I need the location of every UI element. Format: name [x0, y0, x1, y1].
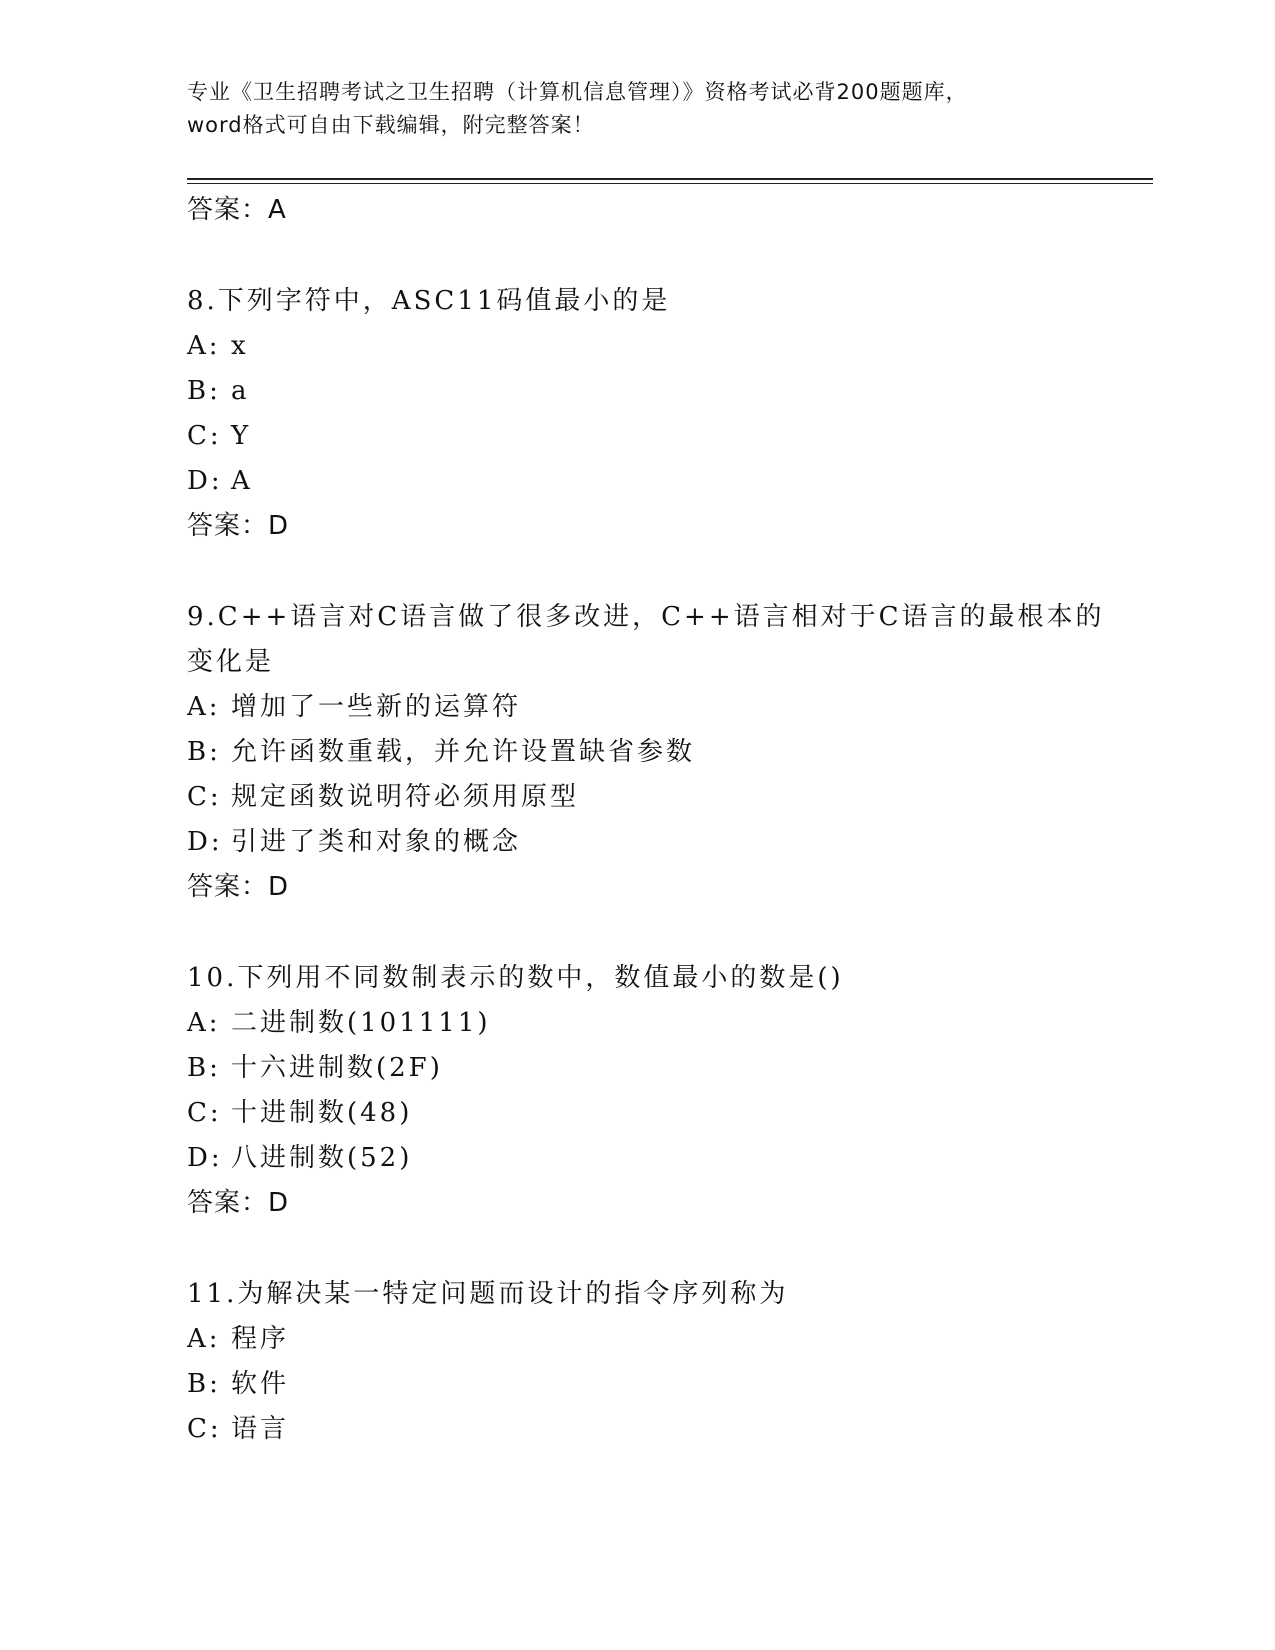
question-block: [187, 1272, 1107, 1452]
option-label: C:: [187, 421, 222, 451]
option-item: [187, 1407, 1107, 1452]
option-label: B:: [187, 1369, 221, 1399]
option-label: B:: [187, 737, 221, 767]
option-label: D:: [187, 466, 223, 496]
option-label: D:: [187, 1143, 223, 1173]
option-item: [187, 1317, 1107, 1362]
option-text: 允许函数重载，并允许设置缺省参数: [231, 737, 696, 767]
option-text: 十进制数(48): [231, 1098, 413, 1128]
option-text: 二进制数(101111): [231, 1008, 491, 1038]
question-title: 11.为解决某一特定问题而设计的指令序列称为: [187, 1279, 789, 1309]
option-label: B:: [187, 376, 221, 406]
option-text: 语言: [231, 1414, 290, 1444]
option-label: C:: [187, 1414, 222, 1444]
option-item: [187, 730, 1107, 775]
option-text: x: [231, 331, 249, 361]
question-block: [187, 279, 1107, 549]
document-header: [187, 76, 1087, 142]
option-text: A: [231, 466, 253, 496]
answer-line: 答案：A: [187, 195, 287, 225]
option-text: 软件: [231, 1369, 290, 1399]
option-item: [187, 1001, 1107, 1046]
question-title: 10.下列用不同数制表示的数中，数值最小的数是(): [187, 963, 844, 993]
option-item: [187, 820, 1107, 865]
option-label: A:: [187, 1324, 221, 1354]
option-label: D:: [187, 827, 223, 857]
document-body: [187, 188, 1107, 1452]
spacer: [187, 549, 1107, 595]
option-label: A:: [187, 331, 221, 361]
header-rule-thin: [187, 183, 1153, 184]
option-text: 规定函数说明符必须用原型: [231, 782, 580, 812]
option-text: a: [231, 376, 250, 406]
spacer: [187, 233, 1107, 279]
option-text: 程序: [231, 1324, 290, 1354]
option-item: [187, 1046, 1107, 1091]
header-line-1: 专业《卫生招聘考试之卫生招聘（计算机信息管理）》资格考试必背200题题库，: [187, 80, 968, 104]
option-text: 十六进制数(2F): [231, 1053, 443, 1083]
question-block: [187, 595, 1107, 910]
option-item: [187, 775, 1107, 820]
option-item: [187, 1362, 1107, 1407]
question-title-continued: 变化是: [187, 647, 275, 677]
answer-line: 答案：D: [187, 511, 290, 541]
option-label: B:: [187, 1053, 221, 1083]
option-item: [187, 685, 1107, 730]
option-label: A:: [187, 692, 221, 722]
question-block: [187, 956, 1107, 1226]
option-item: [187, 1136, 1107, 1181]
spacer: [187, 1226, 1107, 1272]
option-text: Y: [231, 421, 252, 451]
answer-line: 答案：D: [187, 872, 290, 902]
option-text: 引进了类和对象的概念: [231, 827, 522, 857]
question-title: 8.下列字符中，ASC11码值最小的是: [187, 286, 671, 316]
spacer: [187, 910, 1107, 956]
question-title: 9.C++语言对C语言做了很多改进，C++语言相对于C语言的最根本的: [187, 602, 1105, 632]
option-text: 八进制数(52): [231, 1143, 413, 1173]
option-label: A:: [187, 1008, 221, 1038]
header-rule-thick: [187, 178, 1153, 180]
option-label: C:: [187, 1098, 222, 1128]
option-item: [187, 1091, 1107, 1136]
option-item: [187, 324, 1107, 369]
option-text: 增加了一些新的运算符: [231, 692, 522, 722]
header-line-2: word格式可自由下载编辑，附完整答案！: [187, 113, 595, 137]
option-label: C:: [187, 782, 222, 812]
option-item: [187, 414, 1107, 459]
answer-line: 答案：D: [187, 1188, 290, 1218]
option-item: [187, 369, 1107, 414]
option-item: [187, 459, 1107, 504]
